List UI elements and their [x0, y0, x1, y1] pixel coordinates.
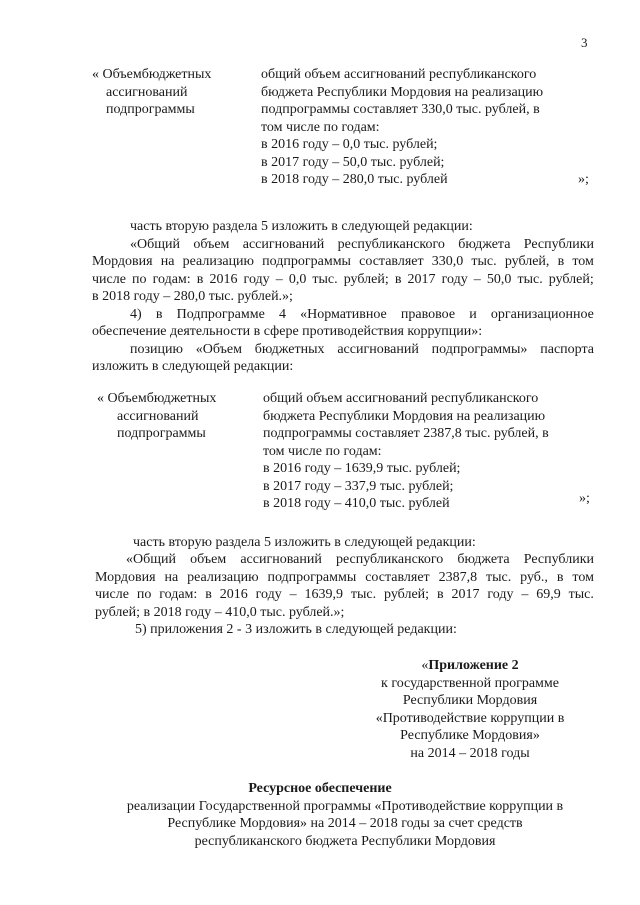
- word: 330,0: [431, 254, 464, 269]
- value-line: бюджета Республики Мордовия на реализацию: [261, 84, 544, 100]
- budget-value-1: [261, 66, 543, 189]
- word: в: [155, 307, 163, 322]
- word: 2017: [451, 587, 480, 602]
- word: 2016: [219, 587, 248, 602]
- word: по: [136, 587, 152, 602]
- word: ассигнований: [337, 342, 419, 357]
- word: году: [487, 587, 514, 602]
- word: тыс.: [312, 272, 338, 287]
- word: годам:: [152, 272, 191, 287]
- word: составляет: [359, 254, 424, 269]
- section5-line: [92, 253, 594, 271]
- resource-line: Республике Мордовия» на 2014 – 2018 годы за счет средств: [167, 816, 523, 831]
- word: году: [255, 587, 282, 602]
- word: тыс.: [471, 254, 497, 269]
- item4-line: изложить в следующей редакции:: [92, 359, 294, 374]
- word: подпрограммы: [262, 254, 351, 269]
- word: тыс.: [568, 587, 594, 602]
- budget-label-2: [97, 390, 257, 443]
- word: подпрограммы: [267, 570, 357, 585]
- word: и: [469, 307, 477, 322]
- word: рублей;: [343, 272, 389, 287]
- word: объем: [190, 552, 227, 567]
- label-line: ассигнований: [117, 408, 199, 424]
- closing-quote-1: »;: [578, 172, 589, 187]
- word: объем: [193, 237, 230, 252]
- appendix-line: Республике Мордовия»: [400, 728, 540, 743]
- word: том: [572, 254, 594, 269]
- word: том: [572, 570, 594, 585]
- budget-label-1: [92, 66, 254, 119]
- word: тыс.: [486, 570, 512, 585]
- word: 4: [278, 307, 286, 322]
- value-line: в 2016 году – 0,0 тыс. рублей;: [261, 137, 438, 152]
- word: ассигнований: [240, 552, 322, 567]
- word: Республики: [523, 237, 594, 252]
- label-line: ассигнований: [106, 84, 188, 100]
- item4-line: [130, 306, 594, 324]
- word: –: [289, 587, 297, 602]
- word: году: [243, 272, 270, 287]
- label-line: подпрограммы: [106, 102, 195, 117]
- word: 50,0: [486, 272, 512, 287]
- word: 4): [130, 307, 142, 322]
- item4-line: [130, 341, 594, 359]
- word: на: [164, 570, 179, 585]
- item5-line: 5) приложения 2 - 3 изложить в следующей редакции:: [135, 622, 457, 637]
- value-line: в 2016 году – 1639,9 тыс. рублей;: [263, 461, 461, 476]
- appendix-title-text: Приложение 2: [428, 658, 519, 673]
- word: –: [521, 587, 529, 602]
- word: рублей;: [548, 272, 594, 287]
- section5-line: [130, 236, 594, 254]
- word: бюджета: [457, 552, 510, 567]
- word: 69,9: [536, 587, 561, 602]
- word: тыс.: [350, 587, 377, 602]
- word: в: [556, 570, 564, 585]
- word: в: [557, 254, 565, 269]
- word: подпрограммы»: [431, 342, 528, 357]
- word: «Общий: [126, 552, 176, 567]
- word: паспорта: [540, 342, 594, 357]
- label-line: подпрограммы: [117, 426, 206, 441]
- word: на: [160, 254, 175, 269]
- word: в: [196, 272, 204, 287]
- closing-quote-2: »;: [579, 491, 590, 506]
- item4-line: обеспечение деятельности в сфере противодействия коррупции»:: [92, 324, 483, 339]
- section5-line: [92, 271, 594, 289]
- word: по: [132, 272, 147, 287]
- word: «Нормативное: [300, 307, 387, 322]
- word: в: [436, 587, 444, 602]
- section5-line: [126, 551, 594, 569]
- word: республиканского: [335, 552, 444, 567]
- word: 2017: [407, 272, 436, 287]
- word: в: [394, 272, 402, 287]
- word: числе: [95, 587, 129, 602]
- appendix-line: на 2014 – 2018 годы: [410, 746, 530, 761]
- value-line: в 2017 году – 50,0 тыс. рублей;: [261, 154, 445, 170]
- section5-intro-2: часть вторую раздела 5 изложить в следующей редакции:: [133, 535, 476, 550]
- word: бюджета: [458, 237, 511, 252]
- value-line: бюджета Республики Мордовия на реализацию: [263, 408, 546, 424]
- word: году: [441, 272, 468, 287]
- budget-value-2: [263, 390, 549, 513]
- word: «Общий: [130, 237, 180, 252]
- value-line: общий объем ассигнований республиканского: [261, 67, 537, 82]
- value-line: подпрограммы составляет 330,0 тыс. рублей, в: [261, 102, 540, 117]
- appendix-quote: «: [421, 658, 429, 673]
- resource-line: реализации Государственной программы «Противодействие коррупции в: [126, 799, 564, 814]
- word: рублей,: [504, 254, 550, 269]
- section5-line: [95, 586, 594, 604]
- word: реализацию: [187, 570, 259, 585]
- resource-line: республиканского бюджета Республики Мордовия: [194, 834, 496, 849]
- word: позицию: [130, 342, 183, 357]
- value-line: в 2017 году – 337,9 тыс. рублей;: [263, 478, 454, 494]
- word: годам:: [159, 587, 198, 602]
- label-line: « Объембюджетных: [92, 67, 212, 82]
- word: –: [473, 272, 481, 287]
- value-line: подпрограммы составляет 2387,8 тыс. рублей, в: [263, 426, 549, 441]
- word: реализацию: [182, 254, 255, 269]
- word: республиканского: [337, 237, 445, 252]
- word: ассигнований: [242, 237, 325, 252]
- word: организационное: [490, 307, 594, 322]
- resource-heading: Ресурсное обеспечение: [248, 781, 392, 796]
- appendix-line: «Противодействие коррупции в: [375, 711, 565, 726]
- value-line: том числе по годам:: [263, 443, 382, 459]
- word: рублей;: [384, 587, 430, 602]
- section5-line: рублей; в 2018 году – 410,0 тыс. рублей.»;: [95, 605, 345, 620]
- value-line: в 2018 году – 280,0 тыс. рублей: [261, 172, 448, 187]
- page-number: 3: [581, 35, 588, 50]
- section5-line: [95, 569, 594, 587]
- section5-line: в 2018 году – 280,0 тыс. рублей.»;: [92, 289, 293, 304]
- appendix-title: [360, 657, 580, 675]
- word: Республики: [523, 552, 594, 567]
- word: «Объем: [195, 342, 242, 357]
- word: 2016: [209, 272, 238, 287]
- value-line: общий объем ассигнований республиканского: [263, 391, 539, 406]
- section5-intro-1: часть вторую раздела 5 изложить в следующей редакции:: [130, 219, 473, 234]
- word: –: [275, 272, 283, 287]
- word: руб.,: [520, 570, 548, 585]
- appendix-line: Республики Мордовия: [402, 693, 538, 708]
- word: правовое: [400, 307, 456, 322]
- value-line: в 2018 году – 410,0 тыс. рублей: [263, 496, 450, 511]
- word: 1639,9: [304, 587, 344, 602]
- word: Подпрограмме: [176, 307, 265, 322]
- word: числе: [92, 272, 126, 287]
- label-line: « Объембюджетных: [97, 391, 217, 406]
- appendix-line: к государственной программе: [381, 676, 559, 691]
- word: 0,0: [288, 272, 307, 287]
- word: 2387,8: [438, 570, 478, 585]
- word: составляет: [365, 570, 430, 585]
- word: тыс.: [517, 272, 543, 287]
- word: в: [205, 587, 212, 602]
- word: Мордовия: [92, 254, 153, 269]
- word: бюджетных: [254, 342, 325, 357]
- word: Мордовия: [95, 570, 156, 585]
- value-line: том числе по годам:: [261, 119, 380, 135]
